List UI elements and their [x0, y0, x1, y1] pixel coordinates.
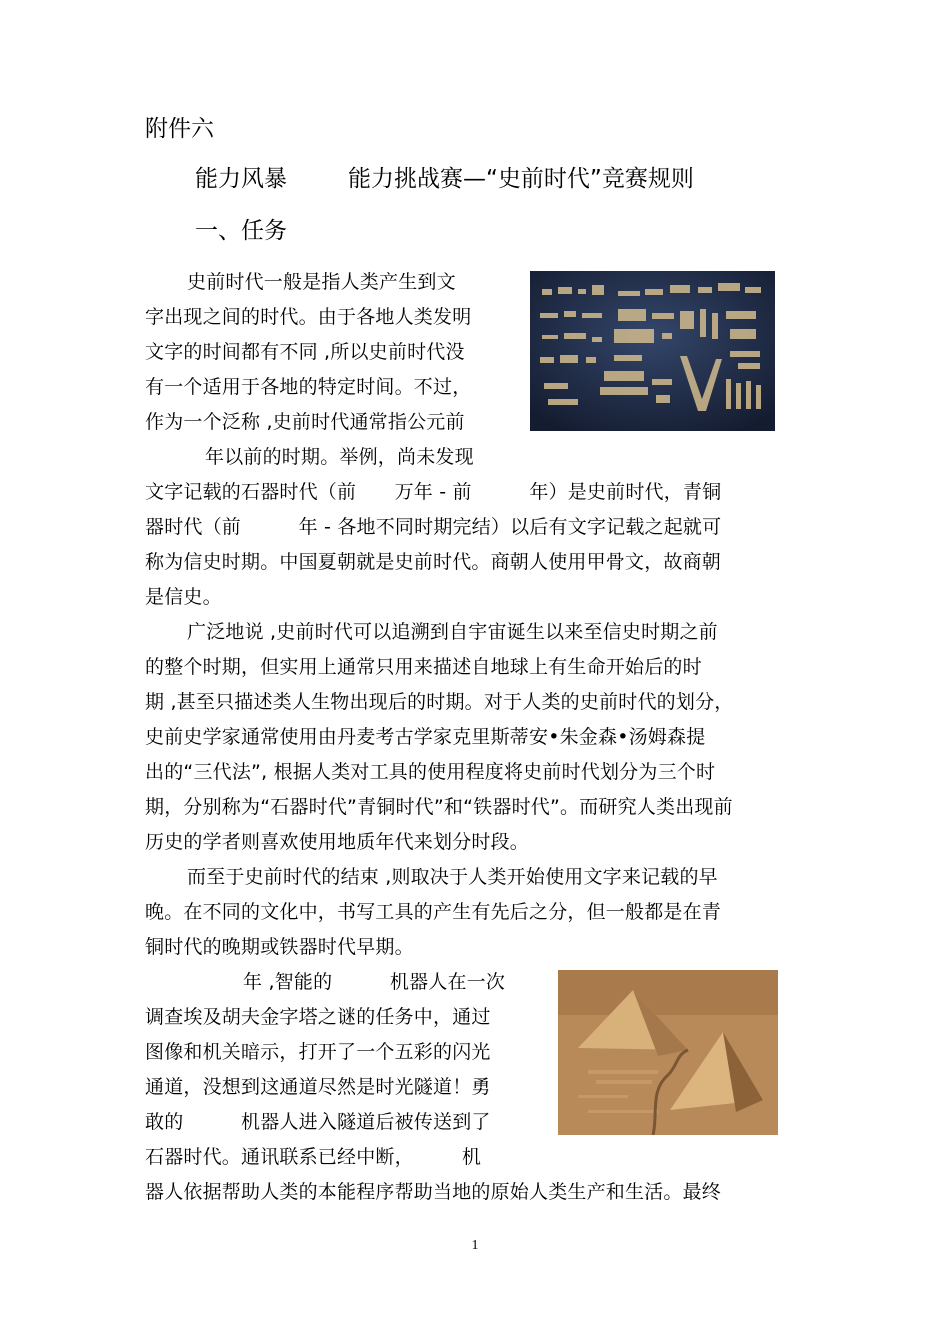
paragraph-line: 字出现之间的时代。由于各地人类发明 [145, 306, 472, 328]
paragraph-line: 的整个时期，但实用上通常只用来描述自地球上有生命开始后的时 [145, 656, 702, 678]
paragraph-line: 调查埃及胡夫金字塔之谜的任务中，通过 [145, 1006, 491, 1028]
paragraph-line: 出的“三代法”, 根据人类对工具的使用程度将史前时代划分为三个时 [145, 761, 716, 783]
paragraph-line: 器时代（前 年 - 各地不同时期完结）以后有文字记载之起就可 [145, 516, 722, 538]
paragraph-line: 石器时代。通讯联系已经中断， 机 [145, 1146, 482, 1168]
page-number: 1 [471, 1238, 479, 1253]
pyramids-image [558, 970, 778, 1135]
section-heading: 一、任务 [195, 218, 287, 244]
paragraph-line: 史前史学家通常使用由丹麦考古学家克里斯蒂安•朱金森•汤姆森提 [145, 726, 706, 748]
paragraph-line: 史前时代一般是指人类产生到文 [187, 271, 456, 293]
paragraph-line: 文字记载的石器时代（前 万年 - 前 年）是史前时代，青铜 [145, 481, 722, 503]
paragraph-line: 铜时代的晚期或铁器时代早期。 [145, 936, 414, 958]
paragraph-line: 期 ,甚至只描述类人生物出现后的时期。对于人类的史前时代的划分， [145, 691, 734, 713]
paragraph-line: 年 ,智能的 机器人在一次 [243, 971, 506, 993]
paragraph-line: 称为信史时期。中国夏朝就是史前时代。商朝人使用甲骨文，故商朝 [145, 551, 722, 573]
fossil-bones-image [530, 271, 775, 431]
paragraph-line: 历史的学者则喜欢使用地质年代来划分时段。 [145, 831, 530, 853]
title-part-1: 能力风暴 [195, 166, 287, 192]
paragraph-line: 文字的时间都有不同 ,所以史前时代没 [145, 341, 465, 363]
attachment-label: 附件六 [145, 116, 214, 142]
paragraph-line: 广泛地说 ,史前时代可以追溯到自宇宙诞生以来至信史时期之前 [187, 621, 718, 643]
paragraph-line: 年以前的时期。举例，尚未发现 [205, 446, 474, 468]
paragraph-line: 是信史。 [145, 586, 222, 608]
paragraph-line: 器人依据帮助人类的本能程序帮助当地的原始人类生产和生活。最终 [145, 1181, 722, 1203]
paragraph-line: 有一个适用于各地的特定时间。不过， [145, 376, 472, 398]
paragraph-line: 敢的 机器人进入隧道后被传送到了 [145, 1111, 491, 1133]
paragraph-line: 晚。在不同的文化中，书写工具的产生有先后之分，但一般都是在青 [145, 901, 722, 923]
paragraph-line: 而至于史前时代的结束 ,则取决于人类开始使用文字来记载的早 [187, 866, 718, 888]
paragraph-line: 期，分别称为“石器时代”青铜时代”和“铁器时代”。而研究人类出现前 [145, 796, 733, 818]
title-part-2: 能力挑战赛—“史前时代”竞赛规则 [348, 166, 694, 192]
paragraph-line: 作为一个泛称 ,史前时代通常指公元前 [145, 411, 465, 433]
paragraph-line: 图像和机关暗示，打开了一个五彩的闪光 [145, 1041, 491, 1063]
paragraph-line: 通道，没想到这通道尽然是时光隧道！勇 [145, 1076, 491, 1098]
